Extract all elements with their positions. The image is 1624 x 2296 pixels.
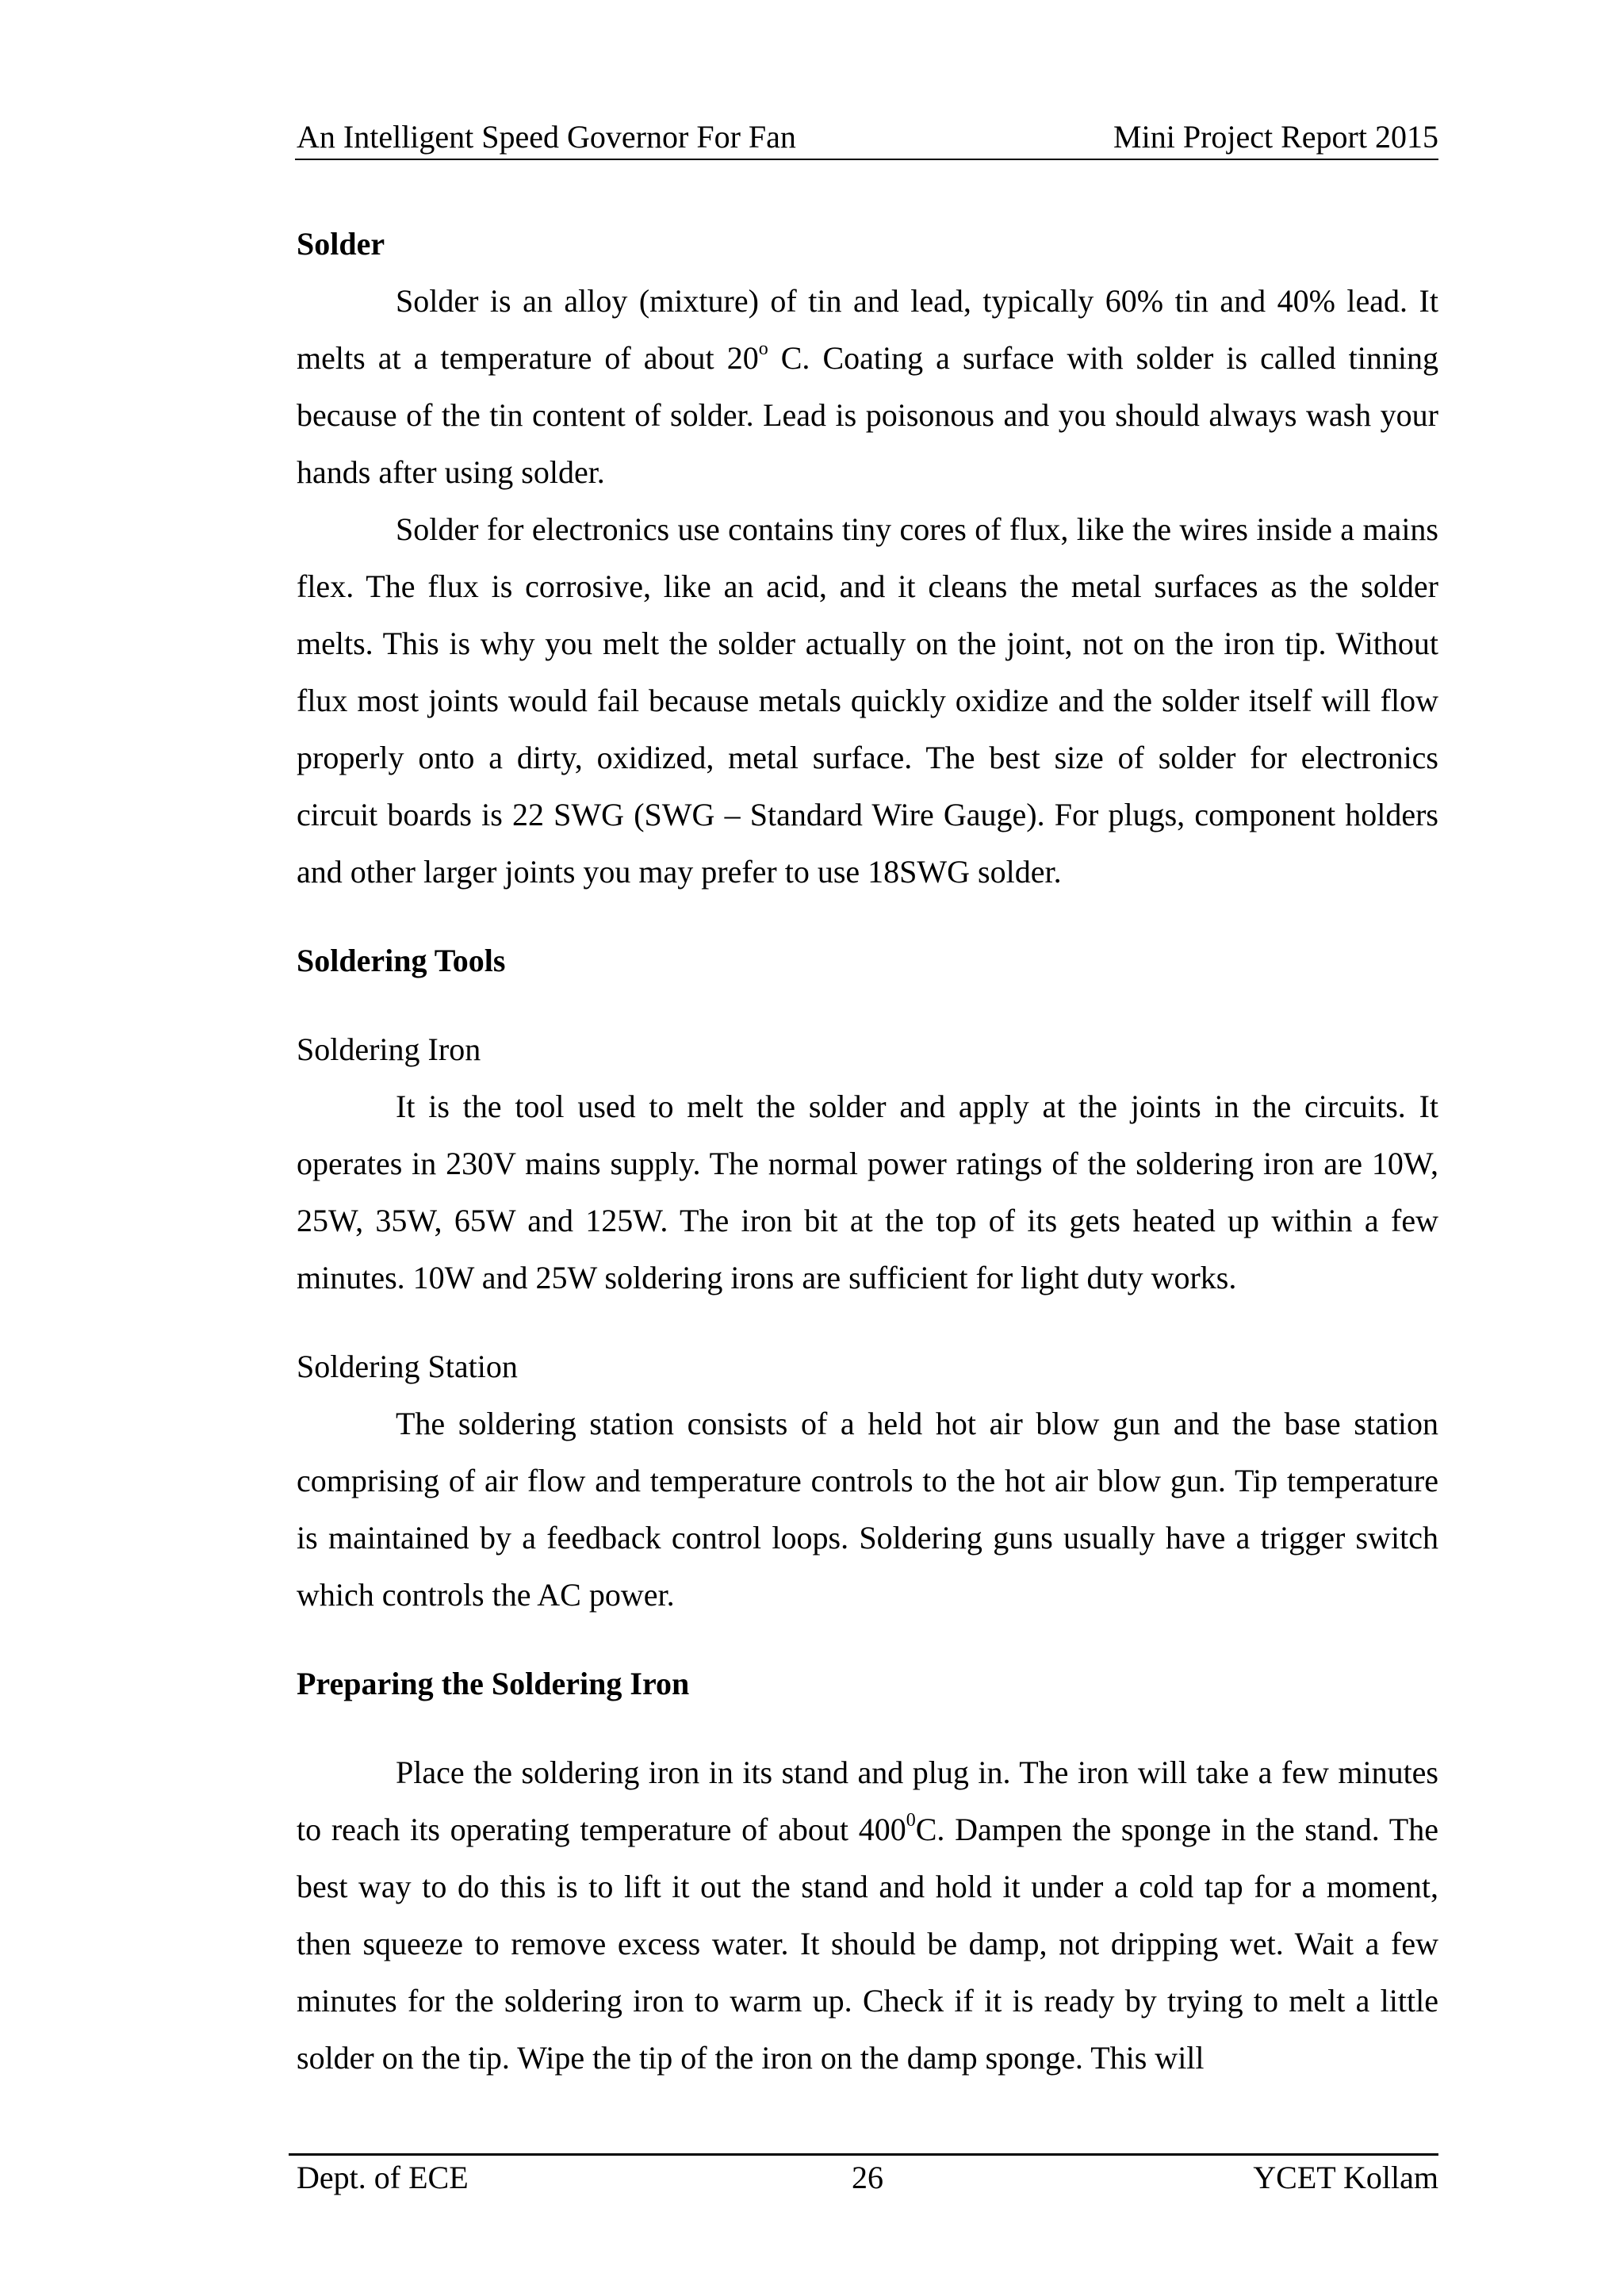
footer-department: Dept. of ECE (297, 2160, 469, 2195)
paragraph-solder-1-part-b: C. Coating a surface with solder is called tinning because of the tin content of solder. Lead is poisonous and you should always wash your hands after using solder. (297, 340, 1438, 490)
paragraph-soldering-iron: It is the tool used to melt the solder and apply at the joints in the circuits. It operates in 230V mains supply. The normal power ratings of the soldering iron are 10W, 25W, 35W, 65W and 125W. The iron bit at the top of its gets heated up within a few minutes. 10W and 25W soldering irons are sufficient for light duty works. (297, 1089, 1438, 1295)
header-report-label: Mini Project Report 2015 (1113, 119, 1438, 155)
section-gap (297, 1712, 1438, 1744)
paragraph-solder-1-part-a: Solder is an alloy (mixture) of tin and lead, typically 60% tin and 40% lead. It melts at a temperature of about 20 (297, 283, 1438, 376)
subheading-soldering-station: Soldering Station (297, 1349, 518, 1384)
paragraph-preparing-part-a: Place the soldering iron in its stand and plug in. The iron will take a few minutes to reach its operating temperature of about 400 (297, 1755, 1438, 1847)
heading-solder: Solder (297, 226, 385, 262)
page-footer (297, 2158, 1438, 2198)
heading-soldering-tools: Soldering Tools (297, 943, 506, 978)
paragraph-preparing-iron (297, 1744, 1438, 2087)
paragraph-solder-1 (297, 273, 1438, 501)
section-gap (297, 989, 1438, 1021)
paragraph-solder-2: Solder for electronics use contains tiny cores of flux, like the wires inside a mains flex. The flux is corrosive, like an acid, and it cleans the metal surfaces as the solder melts. This is why you melt the solder actually on the joint, not on the iron tip. Without flux most joints would fail because metals quickly oxidize and the solder itself will flow properly onto a dirty, oxidized, metal surface. The best size of solder for electronics circuit boards is 22 SWG (SWG – Standard Wire Gauge). For plugs, component holders and other larger joints you may prefer to use 18SWG solder. (297, 511, 1438, 890)
page-number: 26 (852, 2160, 883, 2195)
section-gap (297, 1307, 1438, 1338)
page-body (297, 216, 1438, 2087)
section-gap (297, 1624, 1438, 1655)
paragraph-soldering-station: The soldering station consists of a held hot air blow gun and the base station comprising of air flow and temperature controls to the hot air blow gun. Tip temperature is maintained by a feedback control loops. Soldering guns usually have a trigger switch which controls the AC power. (297, 1406, 1438, 1613)
header-title: An Intelligent Speed Governor For Fan (297, 119, 796, 155)
header-divider (295, 159, 1438, 160)
page-header (297, 117, 1438, 157)
degree-superscript: 0 (906, 1809, 916, 1831)
heading-preparing-iron: Preparing the Soldering Iron (297, 1666, 690, 1701)
footer-divider (289, 2153, 1438, 2156)
paragraph-preparing-part-b: C. Dampen the sponge in the stand. The best way to do this is to lift it out the stand and hold it under a cold tap for a moment, then squeeze to remove excess water. It should be damp, not dripping wet. Wait a few minutes for the soldering iron to warm up. Check if it is ready by trying to melt a little solder on the tip. Wipe the tip of the iron on the damp sponge. This will (297, 1812, 1438, 2076)
subheading-soldering-iron: Soldering Iron (297, 1031, 481, 1067)
section-gap (297, 901, 1438, 932)
degree-superscript: o (758, 338, 768, 359)
footer-institution: YCET Kollam (1253, 2160, 1438, 2195)
